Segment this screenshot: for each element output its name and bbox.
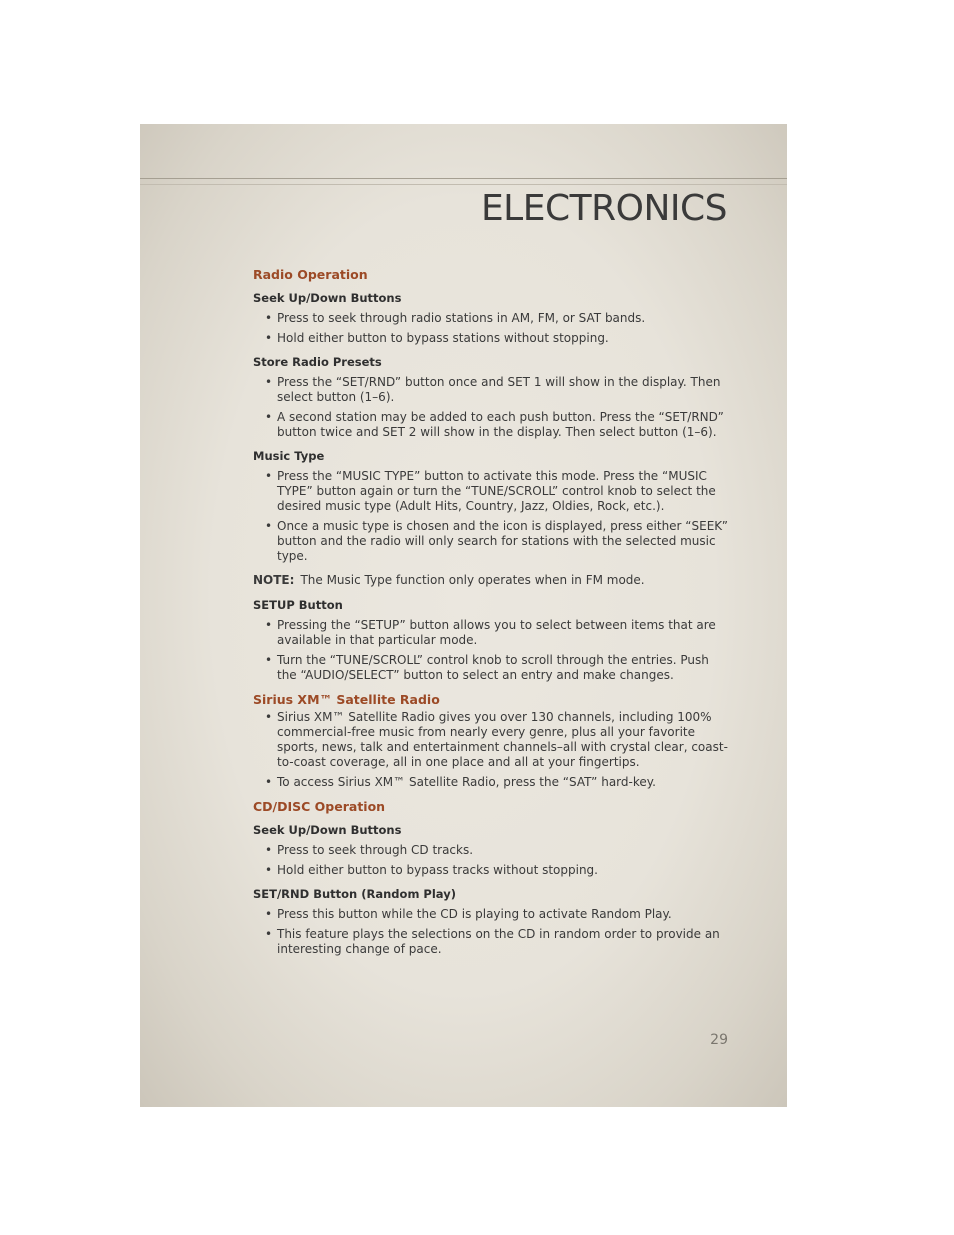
radio-seek-heading: Seek Up/Down Buttons xyxy=(253,291,402,305)
radio-presets-heading: Store Radio Presets xyxy=(253,355,382,369)
list-item: • Hold either button to bypass stations without stopping. xyxy=(277,331,731,346)
setup-button-heading: SETUP Button xyxy=(253,598,343,612)
cd-operation-heading: CD/DISC Operation xyxy=(253,799,386,814)
music-type-note xyxy=(253,573,731,588)
set-rnd-list xyxy=(253,907,731,957)
set-rnd-heading: SET/RND Button (Random Play) xyxy=(253,887,456,901)
cd-seek-list xyxy=(253,843,731,878)
page-number: 29 xyxy=(710,1032,728,1048)
header-rule-top xyxy=(140,178,787,179)
list-item: • Sirius XM™ Satellite Radio gives you over 130 channels, including 100% commercial-free music from nearly every genre, plus all your favorite sports, news, talk and entertainment channels–all with crystal clear, coast-to-coast coverage, all in one place and all at your fingertips. xyxy=(277,710,731,770)
radio-seek-list xyxy=(253,311,731,346)
list-item: • A second station may be added to each push button. Press the “SET/RND” button twice and SET 2 will show in the display. Then select button (1–6). xyxy=(277,410,731,440)
note-label: NOTE: xyxy=(253,573,295,587)
music-type-list xyxy=(253,469,731,564)
list-item: • Press to seek through CD tracks. xyxy=(277,843,731,858)
music-type-heading: Music Type xyxy=(253,449,325,463)
sirius-list xyxy=(253,710,731,790)
setup-list xyxy=(253,618,731,683)
list-item: • Press the “MUSIC TYPE” button to activate this mode. Press the “MUSIC TYPE” button again or turn the “TUNE/SCROLL” control knob to select the desired music type (Adult Hits, Country, Jazz, Oldies, Rock, etc.). xyxy=(277,469,731,514)
section-title: ELECTRONICS xyxy=(480,188,727,229)
page-content xyxy=(253,267,731,966)
list-item: • This feature plays the selections on the CD in random order to provide an interesting change of pace. xyxy=(277,927,731,957)
radio-operation-heading: Radio Operation xyxy=(253,267,368,282)
radio-presets-list xyxy=(253,375,731,440)
cd-seek-heading: Seek Up/Down Buttons xyxy=(253,823,402,837)
list-item: • Press to seek through radio stations in AM, FM, or SAT bands. xyxy=(277,311,731,326)
list-item: • Hold either button to bypass tracks without stopping. xyxy=(277,863,731,878)
list-item: • Pressing the “SETUP” button allows you to select between items that are available in that particular mode. xyxy=(277,618,731,648)
sirius-heading: Sirius XM™ Satellite Radio xyxy=(253,692,440,707)
list-item: • Press the “SET/RND” button once and SET 1 will show in the display. Then select button (1–6). xyxy=(277,375,731,405)
list-item: • Turn the “TUNE/SCROLL” control knob to scroll through the entries. Push the “AUDIO/SELECT” button to select an entry and make changes. xyxy=(277,653,731,683)
list-item: • Press this button while the CD is playing to activate Random Play. xyxy=(277,907,731,922)
header-rule-bottom xyxy=(140,184,787,185)
list-item: • Once a music type is chosen and the icon is displayed, press either “SEEK” button and the radio will only search for stations with the selected music type. xyxy=(277,519,731,564)
list-item: • To access Sirius XM™ Satellite Radio, press the “SAT” hard-key. xyxy=(277,775,731,790)
note-text: The Music Type function only operates when in FM mode. xyxy=(300,573,645,587)
